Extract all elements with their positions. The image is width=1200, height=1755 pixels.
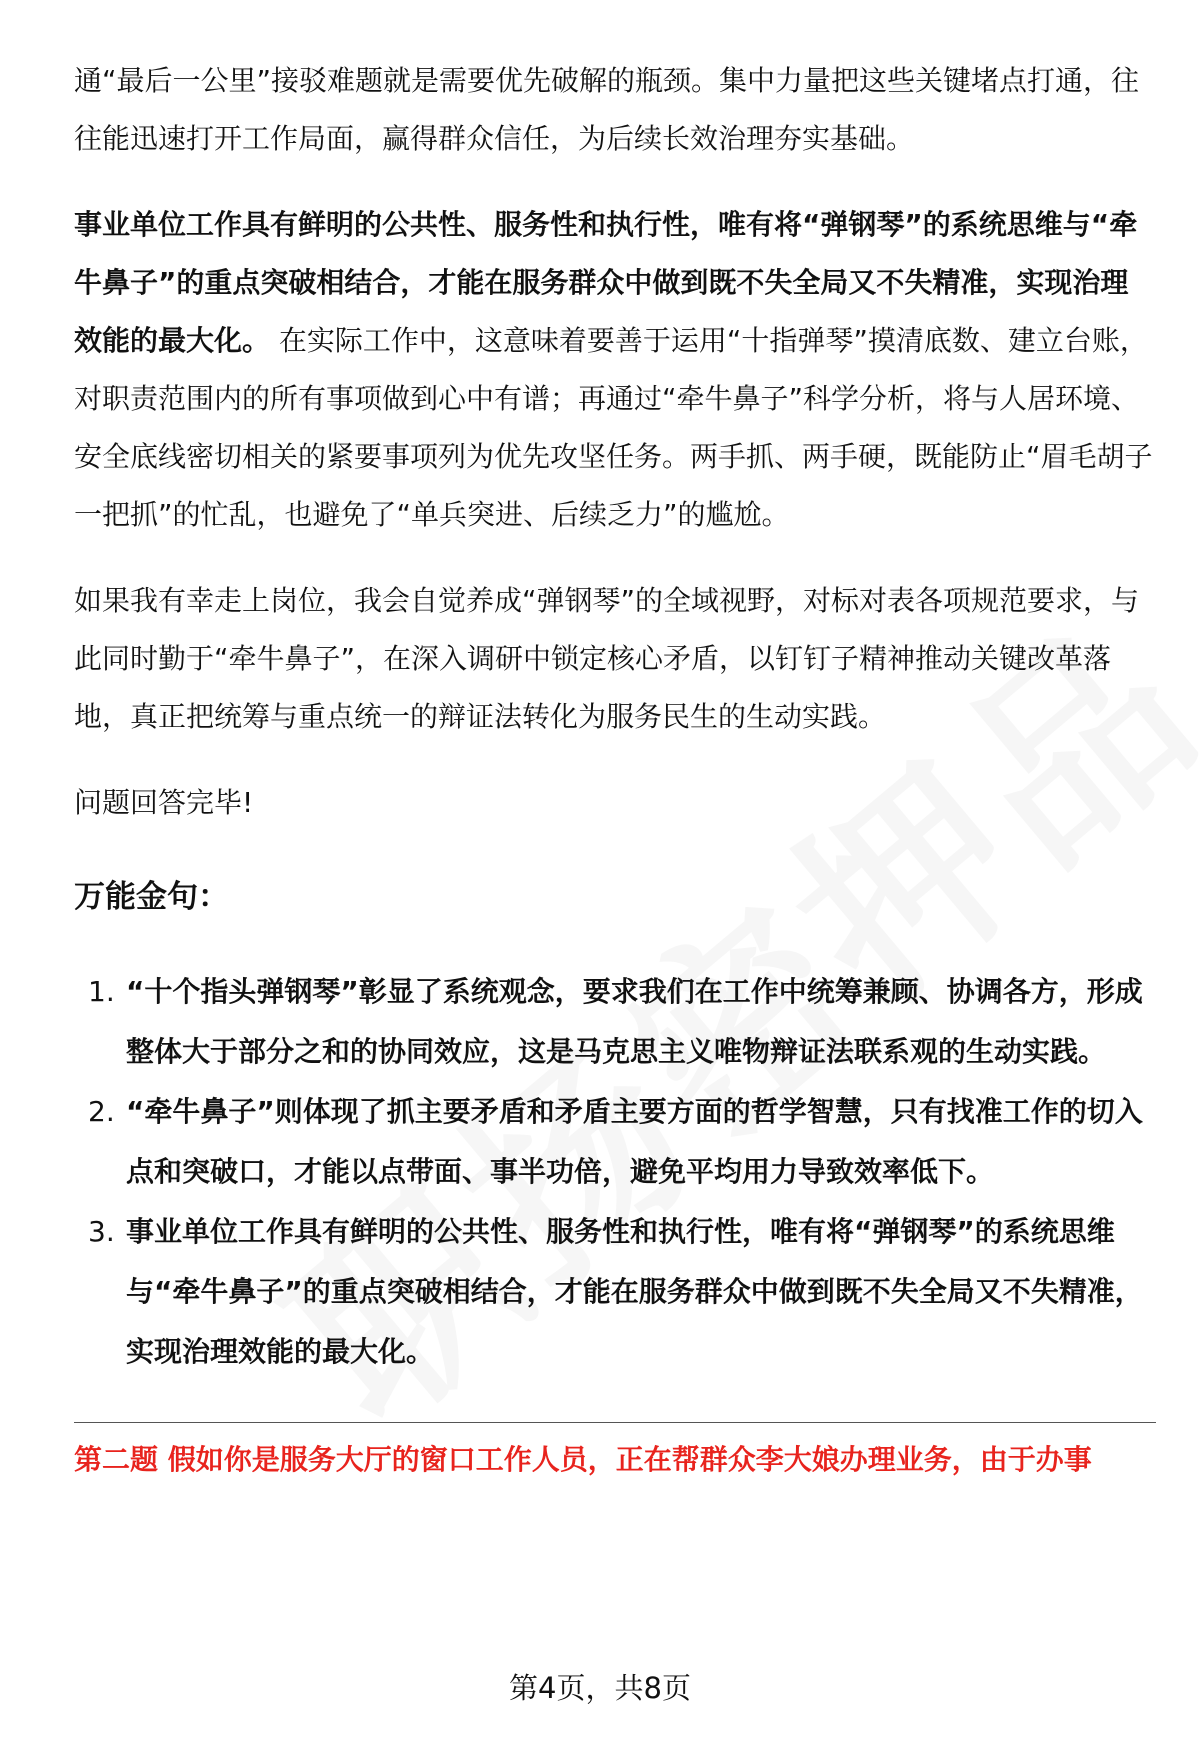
paragraph-1: 通“最后一公里”接驳难题就是需要优先破解的瓶颈。集中力量把这些关键堵点打通，往往能迅速打开工作局面，赢得群众信任，为后续长效治理夯实基础。 [74,64,1140,155]
paragraph-2 [74,196,1156,544]
paragraph-2-bold: 事业单位工作具有鲜明的公共性、服务性和执行性，唯有将“弹钢琴”的系统思维与“牵牛鼻子”的重点突破相结合，才能在服务群众中做到既不失全局又不失精准，实现治理效能的最大化。 [74,208,1138,357]
list-item-text: “牵牛鼻子”则体现了抓主要矛盾和矛盾主要方面的哲学智慧，只有找准工作的切入点和突破口，才能以点带面、事半功倍，避免平均用力导致效率低下。 [126,1095,1143,1188]
document-page [74,52,1156,1489]
list-item [74,962,1156,1082]
list-item-number: 2. [88,1095,115,1128]
next-question-title: 第二题 假如你是服务大厅的窗口工作人员，正在帮群众李大娘办理业务，由于办事 [74,1443,1092,1476]
paragraph-4: 问题回答完毕! [74,786,254,819]
golden-sentences-heading: 万能金句： [74,879,229,915]
list-item-number: 1. [88,975,115,1008]
list-item [74,1202,1156,1382]
golden-sentences-list [74,962,1156,1382]
list-item [74,1082,1156,1202]
list-item-number: 3. [88,1215,115,1248]
paragraph-3: 如果我有幸走上岗位，我会自觉养成“弹钢琴”的全域视野，对标对表各项规范要求，与此同时勤于“牵牛鼻子”，在深入调研中锁定核心矛盾，以钉钉子精神推动关键改革落地，真正把统筹与重点统一的辩证法转化为服务民生的生动实践。 [74,584,1140,733]
paragraph-2-rest: 在实际工作中，这意味着要善于运用“十指弹琴”摸清底数、建立台账，对职责范围内的所有事项做到心中有谱；再通过“牵牛鼻子”科学分析，将与人居环境、安全底线密切相关的紧要事项列为优先攻坚任务。两手抓、两手硬，既能防止“眉毛胡子一把抓”的忙乱，也避免了“单兵突进、后续乏力”的尴尬。 [74,324,1153,531]
list-item-text: 事业单位工作具有鲜明的公共性、服务性和执行性，唯有将“弹钢琴”的系统思维与“牵牛鼻子”的重点突破相结合，才能在服务群众中做到既不失全局又不失精准，实现治理效能的最大化。 [126,1215,1143,1368]
page-number: 第4页，共8页 [509,1671,691,1705]
list-item-text: “十个指头弹钢琴”彰显了系统观念，要求我们在工作中统筹兼顾、协调各方，形成整体大于部分之和的协同效应，这是马克思主义唯物辩证法联系观的生动实践。 [126,975,1143,1068]
